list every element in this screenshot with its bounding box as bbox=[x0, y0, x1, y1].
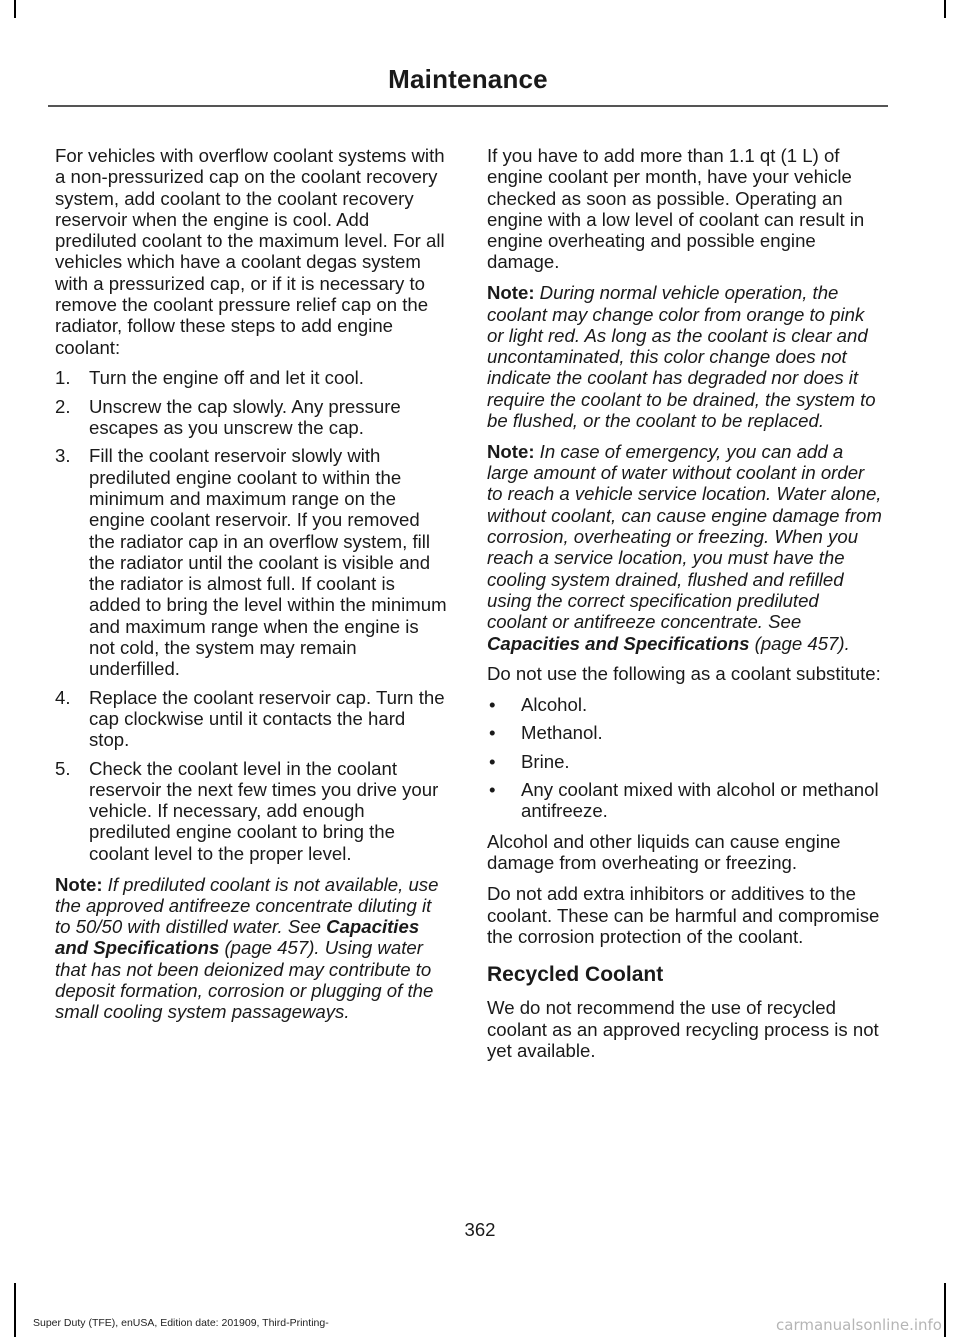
list-item bbox=[487, 694, 882, 715]
paragraph: Do not add extra inhibitors or additives to the coolant. These can be harmful and compromise the corrosion protection of the coolant. bbox=[487, 883, 880, 947]
note-text: (page 457). bbox=[749, 632, 850, 654]
left-column bbox=[55, 145, 447, 1032]
list-item bbox=[487, 779, 882, 822]
note-prediluted bbox=[55, 874, 447, 1023]
step-text: Fill the coolant reservoir slowly with prediluted engine coolant to within the minimum and maximum range on the engine coolant reservoir. If you removed the radiator cap in an overflow system, fill the radiator until the coolant is visible and the radiator is almost full. If coolant is added to bring the level within the minimum and maximum range when the engine is not cold, the system may remain underfilled. bbox=[89, 445, 447, 680]
intro-paragraph: For vehicles with overflow coolant systems with a non-pressurized cap on the coolant recovery system, add coolant to the coolant recovery reservoir when the engine is cool. Add prediluted coolant to the maximum level. For all vehicles which have a coolant degas system with a pressurized cap, or if it is necessary to remove the coolant pressure relief cap on the radiator, follow these steps to add engine coolant: bbox=[55, 145, 445, 358]
bullet-text: Alcohol. bbox=[521, 694, 588, 716]
crop-mark-top-right bbox=[944, 0, 946, 18]
step-text: Replace the coolant reservoir cap. Turn the cap clockwise until it contacts the hard stop. bbox=[89, 686, 445, 751]
step-number: 3. bbox=[55, 445, 71, 467]
list-item bbox=[55, 445, 447, 679]
bullet-icon: • bbox=[489, 722, 496, 744]
step-number: 2. bbox=[55, 395, 71, 417]
bullet-icon: • bbox=[489, 750, 496, 772]
note-text: During normal vehicle operation, the coolant may change color from orange to pink or light red. As long as the coolant is clear and uncontaminated, this color change does not indicate the coolant has degraded nor does it require the coolant to be drained, the system to be flushed, or the coolant to be replaced. bbox=[487, 282, 876, 432]
list-item bbox=[55, 396, 447, 439]
crop-mark-bottom-right bbox=[944, 1283, 946, 1337]
section-heading: Recycled Coolant bbox=[487, 963, 664, 987]
bullet-text: Any coolant mixed with alcohol or methanol antifreeze. bbox=[521, 779, 879, 822]
bullet-icon: • bbox=[489, 779, 496, 801]
right-column bbox=[487, 145, 882, 1071]
header-divider bbox=[48, 105, 888, 107]
watermark: carmanualsonline.info bbox=[776, 1316, 942, 1334]
page-title: Maintenance bbox=[388, 64, 548, 94]
paragraph: If you have to add more than 1.1 qt (1 L) of engine coolant per month, have your vehicle checked as soon as possible. Operating an engine with a low level of coolant can result in engine overheating and possible engine damage. bbox=[487, 145, 865, 273]
step-number: 5. bbox=[55, 757, 71, 779]
capacities-specifications-link[interactable]: Capacities and Specifications bbox=[55, 916, 420, 959]
bullet-text: Brine. bbox=[521, 750, 570, 772]
note-label: Note: bbox=[55, 873, 103, 895]
step-text: Check the coolant level in the coolant reservoir the next few times you drive your vehicle. If necessary, add enough prediluted engine coolant to bring the coolant level to the proper level. bbox=[89, 757, 439, 864]
note-emergency bbox=[487, 441, 882, 654]
paragraph: Do not use the following as a coolant substitute: bbox=[487, 663, 881, 685]
page-number: 362 bbox=[464, 1219, 496, 1240]
list-item bbox=[55, 367, 447, 388]
note-text: In case of emergency, you can add a large amount of water without coolant in order to reach a vehicle service location. Water alone, without coolant, can cause engine damage from corrosion, overheating or freezing. When you reach a service location, you must have the cooling system drained, flushed and refilled using the correct specification prediluted coolant or antifreeze concentrate. See bbox=[487, 440, 882, 633]
note-text: (page 457). Using water that has not been deionized may contribute to deposit formation, corrosion or plugging of the small cooling system passageways. bbox=[55, 937, 434, 1023]
step-number: 4. bbox=[55, 686, 71, 708]
bullet-icon: • bbox=[489, 694, 496, 716]
capacities-specifications-link[interactable]: Capacities and Specifications bbox=[487, 632, 750, 654]
list-item bbox=[487, 722, 882, 743]
paragraph: Alcohol and other liquids can cause engine damage from overheating or freezing. bbox=[487, 831, 841, 874]
note-label: Note: bbox=[487, 282, 535, 304]
step-text: Turn the engine off and let it cool. bbox=[89, 367, 364, 389]
coolant-steps-list bbox=[55, 367, 447, 864]
paragraph: We do not recommend the use of recycled coolant as an approved recycling process is not yet available. bbox=[487, 997, 879, 1061]
note-coolant-color bbox=[487, 282, 882, 431]
note-label: Note: bbox=[487, 440, 535, 462]
footer-edition: Super Duty (TFE), enUSA, Edition date: 201909, Third-Printing- bbox=[33, 1317, 329, 1329]
note-text: If prediluted coolant is not available, use the approved antifreeze concentrate diluting it to 50/50 with distilled water. See bbox=[55, 873, 439, 938]
crop-mark-bottom-left bbox=[14, 1283, 16, 1337]
step-number: 1. bbox=[55, 367, 71, 389]
substitute-list bbox=[487, 694, 882, 821]
step-text: Unscrew the cap slowly. Any pressure escapes as you unscrew the cap. bbox=[89, 395, 401, 439]
list-item bbox=[55, 758, 447, 864]
crop-mark-top-left bbox=[14, 0, 16, 18]
bullet-text: Methanol. bbox=[521, 722, 603, 744]
list-item bbox=[487, 751, 882, 772]
list-item bbox=[55, 687, 447, 751]
